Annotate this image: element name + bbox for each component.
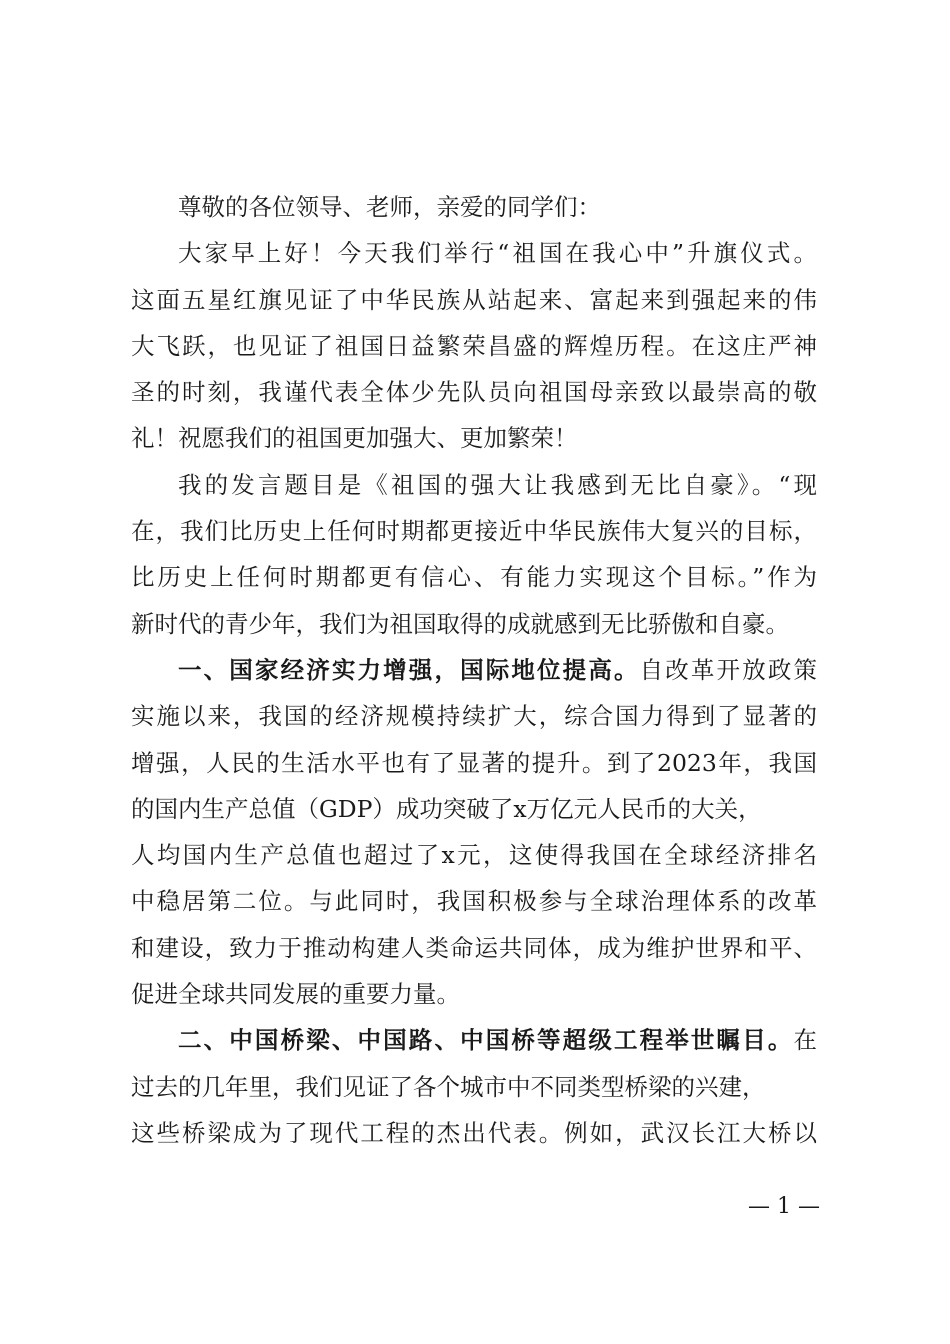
section-heading: 二、中国桥梁、中国路、中国桥等超级工程举世瞩目。 xyxy=(178,1026,794,1055)
text-line xyxy=(131,971,817,1017)
text-line xyxy=(131,786,817,832)
line-text: 过去的几年里，我们见证了各个城市中不同类型桥梁的兴建， xyxy=(131,1072,766,1101)
line-text: 促进全球共同发展的重要力量。 xyxy=(131,980,460,1009)
text-line xyxy=(131,369,817,415)
line-text: 在，我们比历史上任何时期都更接近中华民族伟大复兴的目标， xyxy=(131,517,817,546)
text-line xyxy=(131,230,817,276)
line-text: 实施以来，我国的经济规模持续扩大，综合国力得到了显著的 xyxy=(131,702,817,731)
line-text: 圣的时刻，我谨代表全体少先队员向祖国母亲致以最崇高的敬 xyxy=(131,378,817,407)
text-line xyxy=(131,415,817,461)
line-text: 这些桥梁成为了现代工程的杰出代表。例如，武汉长江大桥以 xyxy=(131,1118,817,1147)
line-text: 在 xyxy=(793,1026,817,1055)
line-text: 大家早上好！今天我们举行“祖国在我心中”升旗仪式。 xyxy=(178,239,817,268)
line-text: 自改革开放政策 xyxy=(639,655,817,684)
text-line xyxy=(131,1064,817,1110)
text-line xyxy=(131,1110,817,1156)
line-text: 礼！祝愿我们的祖国更加强大、更加繁荣！ xyxy=(131,424,578,453)
text-line xyxy=(131,277,817,323)
text-line xyxy=(131,832,817,878)
line-text: 中稳居第二位。与此同时，我国积极参与全球治理体系的改革 xyxy=(131,887,817,916)
line-text: 大飞跃，也见证了祖国日益繁荣昌盛的辉煌历程。在这庄严神 xyxy=(131,331,817,360)
text-line xyxy=(131,508,817,554)
text-line xyxy=(131,323,817,369)
page-number: — 1 — xyxy=(748,1194,820,1219)
text-line xyxy=(131,554,817,600)
line-text: 这面五星红旗见证了中华民族从站起来、富起来到强起来的伟 xyxy=(131,285,817,314)
text-line xyxy=(131,1017,817,1063)
text-line xyxy=(131,184,817,230)
text-line xyxy=(131,740,817,786)
section-heading: 一、国家经济实力增强，国际地位提高。 xyxy=(178,655,640,684)
line-text: 尊敬的各位领导、老师，亲爱的同学们： xyxy=(178,193,601,221)
line-text: 人均国内生产总值也超过了x元，这使得我国在全球经济排名 xyxy=(131,841,817,870)
line-text: 我的发言题目是《祖国的强大让我感到无比自豪》。“现 xyxy=(178,470,817,499)
text-line xyxy=(131,925,817,971)
text-line xyxy=(131,693,817,739)
text-line xyxy=(131,601,817,647)
text-line xyxy=(131,462,817,508)
line-text: 的国内生产总值（GDP）成功突破了x万亿元人民币的大关， xyxy=(131,794,762,823)
line-text: 和建设，致力于推动构建人类命运共同体，成为维护世界和平、 xyxy=(131,933,817,962)
text-line xyxy=(131,647,817,693)
line-text: 比历史上任何时期都更有信心、有能力实现这个目标。”作为 xyxy=(131,563,817,592)
line-text: 新时代的青少年，我们为祖国取得的成就感到无比骄傲和自豪。 xyxy=(131,609,789,638)
text-line xyxy=(131,878,817,924)
line-text: 增强，人民的生活水平也有了显著的提升。到了2023年，我国 xyxy=(131,748,817,777)
document-body xyxy=(131,184,817,1156)
